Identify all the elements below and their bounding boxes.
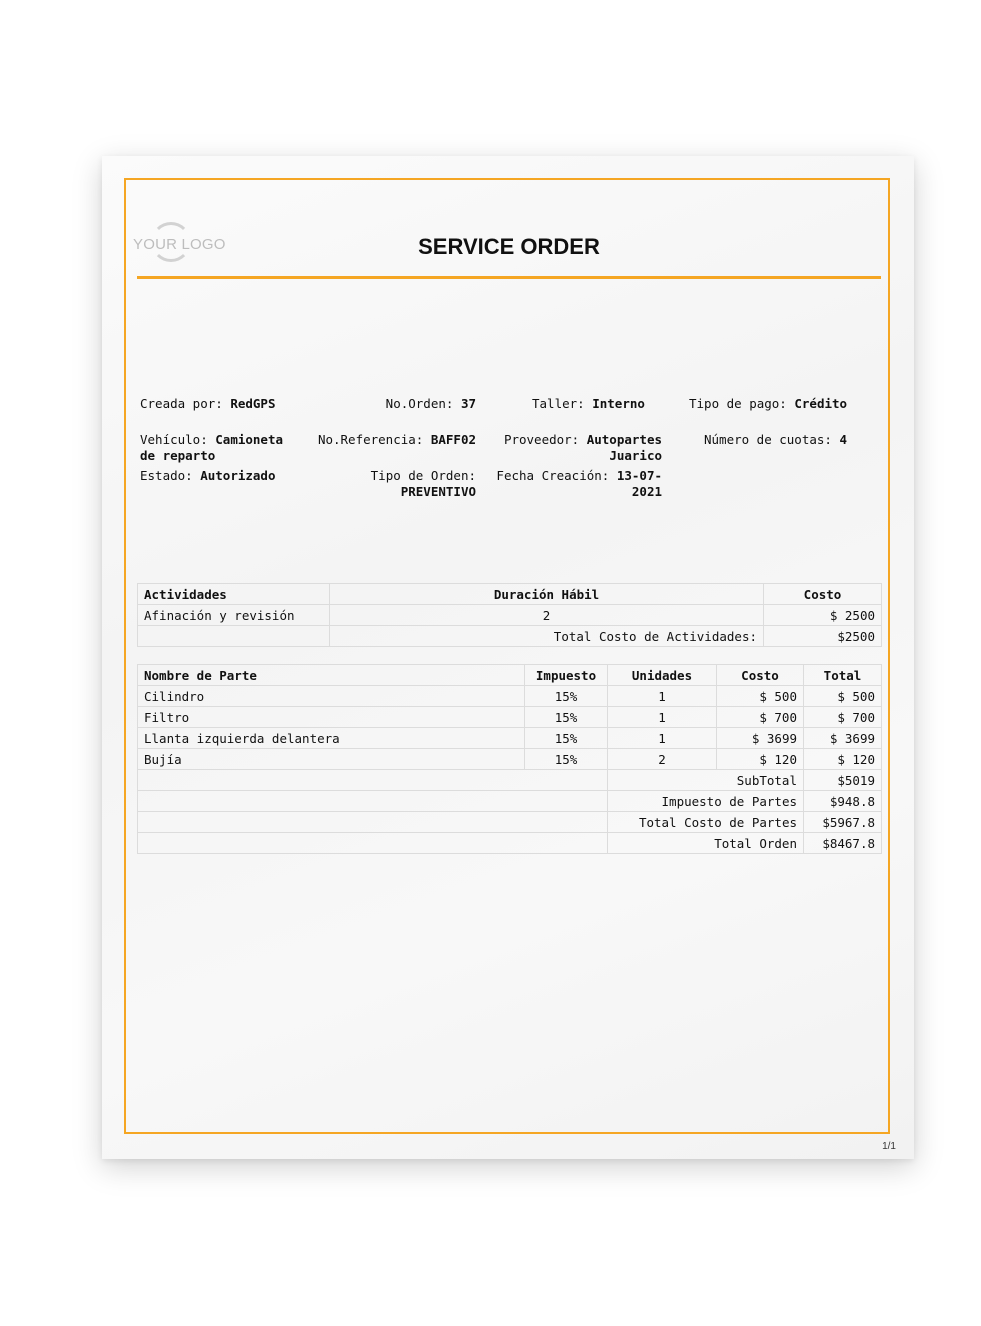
part-name: Llanta izquierda delantera <box>138 728 525 749</box>
info-numero-cuotas: Número de cuotas: 4 <box>704 432 847 447</box>
info-tipo-pago: Tipo de pago: Crédito <box>689 396 848 411</box>
part-tax: 15% <box>525 707 608 728</box>
info-fecha-creacion: Fecha Creación: 13-07- 2021 <box>496 468 662 499</box>
total-partes-label: Total Costo de Partes <box>608 812 804 833</box>
part-units: 1 <box>608 686 717 707</box>
part-cost: $ 700 <box>717 707 804 728</box>
activity-name: Afinación y revisión <box>138 605 330 626</box>
info-no-referencia: No.Referencia: BAFF02 <box>317 432 476 447</box>
info-proveedor: Proveedor: Autopartes Juarico <box>503 432 662 463</box>
col-header-actividades: Actividades <box>138 584 330 605</box>
part-total: $ 700 <box>804 707 882 728</box>
summary-row-subtotal <box>138 770 882 791</box>
activities-total-label: Total Costo de Actividades: <box>330 626 764 647</box>
part-tax: 15% <box>525 728 608 749</box>
info-taller: Taller: Interno <box>532 396 645 411</box>
part-tax: 15% <box>525 749 608 770</box>
info-creada-por: Creada por: RedGPS <box>140 396 276 411</box>
info-vehiculo: Vehículo: Camioneta de reparto <box>140 432 283 463</box>
part-units: 1 <box>608 707 717 728</box>
total-orden-label: Total Orden <box>608 833 804 854</box>
part-cost: $ 120 <box>717 749 804 770</box>
empty-cell <box>138 770 608 791</box>
empty-cell <box>138 626 330 647</box>
table-row <box>138 749 882 770</box>
part-cost: $ 3699 <box>717 728 804 749</box>
summary-row-total-partes <box>138 812 882 833</box>
part-name: Bujía <box>138 749 525 770</box>
part-total: $ 500 <box>804 686 882 707</box>
activity-cost: $ 2500 <box>764 605 882 626</box>
part-total: $ 120 <box>804 749 882 770</box>
col-header-nombre: Nombre de Parte <box>138 665 525 686</box>
table-row <box>138 707 882 728</box>
table-row <box>138 605 882 626</box>
document-title: SERVICE ORDER <box>418 234 600 259</box>
summary-row-impuesto <box>138 791 882 812</box>
activities-total-value: $2500 <box>764 626 882 647</box>
part-units: 1 <box>608 728 717 749</box>
page-number: 1/1 <box>882 1141 896 1152</box>
table-row <box>138 728 882 749</box>
parts-table <box>137 664 882 854</box>
activities-total-row <box>138 626 882 647</box>
subtotal-label: SubTotal <box>608 770 804 791</box>
col-header-duracion: Duración Hábil <box>330 584 764 605</box>
subtotal-value: $5019 <box>804 770 882 791</box>
header-divider <box>137 276 881 279</box>
col-header-total: Total <box>804 665 882 686</box>
page-border <box>124 178 890 1134</box>
total-orden-value: $8467.8 <box>804 833 882 854</box>
parts-header-row <box>138 665 882 686</box>
total-partes-value: $5967.8 <box>804 812 882 833</box>
info-no-orden: No.Orden: 37 <box>385 396 476 411</box>
logo-text: YOUR LOGO <box>133 236 226 253</box>
part-tax: 15% <box>525 686 608 707</box>
part-total: $ 3699 <box>804 728 882 749</box>
activities-header-row <box>138 584 882 605</box>
info-estado: Estado: Autorizado <box>140 468 276 483</box>
col-header-impuesto: Impuesto <box>525 665 608 686</box>
empty-cell <box>138 812 608 833</box>
impuesto-partes-value: $948.8 <box>804 791 882 812</box>
empty-cell <box>138 833 608 854</box>
part-units: 2 <box>608 749 717 770</box>
empty-cell <box>138 791 608 812</box>
summary-row-total-orden <box>138 833 882 854</box>
impuesto-partes-label: Impuesto de Partes <box>608 791 804 812</box>
activities-table <box>137 583 882 647</box>
col-header-costo: Costo <box>717 665 804 686</box>
info-tipo-orden: Tipo de Orden: PREVENTIVO <box>370 468 476 499</box>
activity-duration: 2 <box>330 605 764 626</box>
part-name: Filtro <box>138 707 525 728</box>
table-row <box>138 686 882 707</box>
part-name: Cilindro <box>138 686 525 707</box>
part-cost: $ 500 <box>717 686 804 707</box>
col-header-costo: Costo <box>764 584 882 605</box>
col-header-unidades: Unidades <box>608 665 717 686</box>
